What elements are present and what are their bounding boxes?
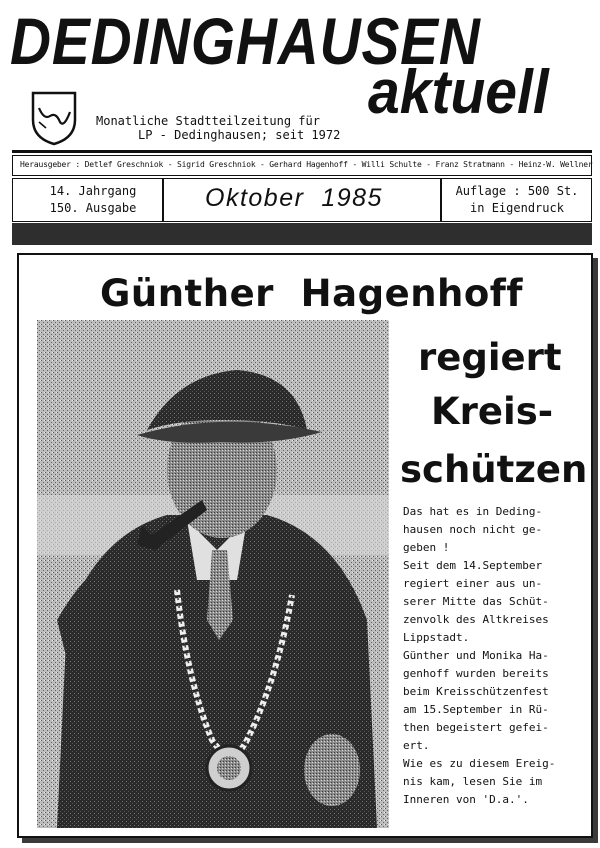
body-line: geben ! xyxy=(403,541,450,554)
body-line: serer Mitte das Schüt- xyxy=(403,595,549,608)
tagline-line-2: LP - Dedinghausen; seit 1972 xyxy=(138,128,341,142)
masthead-subtitle: aktuell xyxy=(368,58,549,127)
tagline-line-1: Monatliche Stadtteilzeitung für xyxy=(96,114,320,128)
body-line: Das hat es in Deding- xyxy=(403,505,543,518)
headline: Günther Hagenhoff xyxy=(100,272,523,315)
issue-volume xyxy=(28,183,158,217)
body-line: Seit dem 14.September xyxy=(403,559,543,572)
portrait-photo xyxy=(37,320,389,828)
druck: in Eigendruck xyxy=(470,201,564,215)
body-line: nis kam, lesen Sie im xyxy=(403,775,543,788)
body-line: regiert einer aus un- xyxy=(403,577,543,590)
publishers-line: Herausgeber : Detlef Greschniok - Sigrid Greschniok - Gerhard Hagenhoff - Willi Schulte - Franz Stratmann - Heinz-W. Wellner xyxy=(20,160,593,169)
body-line: Inneren von 'D.a.'. xyxy=(403,793,529,806)
coat-of-arms-icon xyxy=(30,90,78,146)
body-line: genhoff wurden bereits xyxy=(403,667,549,680)
body-line: Wie es zu diesem Ereig- xyxy=(403,757,556,770)
body-line: Lippstadt. xyxy=(403,631,470,644)
headline-word: schützen xyxy=(400,448,588,491)
body-line: ert. xyxy=(403,739,430,752)
divider xyxy=(162,178,164,222)
divider xyxy=(12,150,592,153)
issue-date: Oktober 1985 xyxy=(205,184,383,212)
body-line: Günther und Monika Ha- xyxy=(403,649,549,662)
headline-word: Kreis- xyxy=(431,390,554,433)
divider xyxy=(440,178,442,222)
body-line: beim Kreisschützenfest xyxy=(403,685,549,698)
jahrgang: 14. Jahrgang xyxy=(49,184,137,198)
ausgabe: 150. Ausgabe xyxy=(49,201,137,215)
article-body xyxy=(403,503,588,809)
separator-bar xyxy=(12,223,592,245)
body-line: then begeistert gefei- xyxy=(403,721,549,734)
masthead-title: DEDINGHAUSEN xyxy=(10,4,481,78)
body-line: hausen noch nicht ge- xyxy=(403,523,543,536)
tagline xyxy=(96,114,340,142)
headline-word: regiert xyxy=(418,336,562,379)
auflage: Auflage : 500 St. xyxy=(455,184,579,198)
body-line: am 15.September in Rü- xyxy=(403,703,549,716)
body-line: zenvolk des Altkreises xyxy=(403,613,549,626)
print-run xyxy=(446,183,588,217)
